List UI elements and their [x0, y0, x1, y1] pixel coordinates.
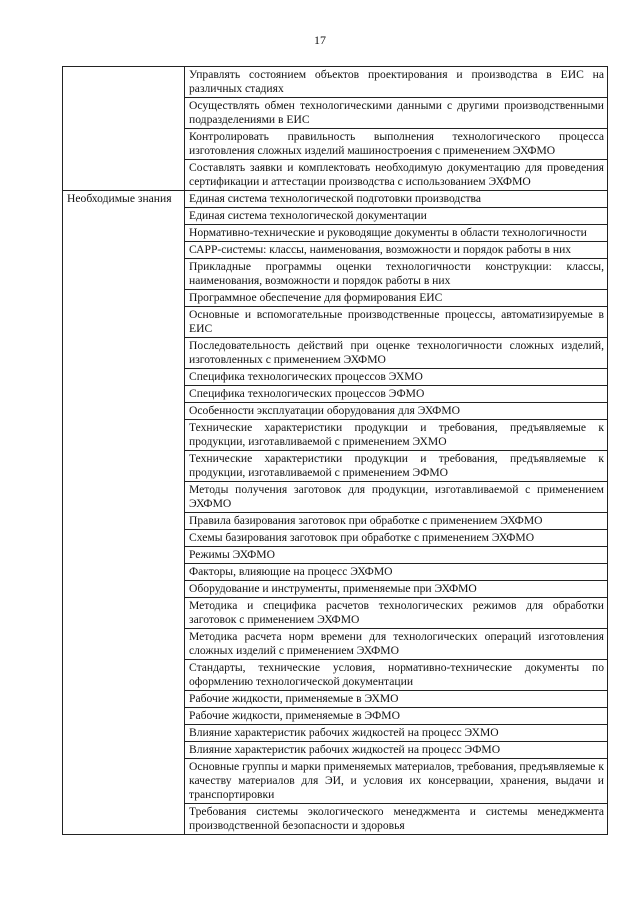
- knowledge-item: Факторы, влияющие на процесс ЭХФМО: [185, 564, 608, 581]
- knowledge-item: Оборудование и инструменты, применяемые при ЭХФМО: [185, 581, 608, 598]
- knowledge-item: Рабочие жидкости, применяемые в ЭХМО: [185, 691, 608, 708]
- table-row: [63, 191, 608, 208]
- knowledge-item: Методы получения заготовок для продукции, изготавливаемой с применением ЭХФМО: [185, 482, 608, 513]
- knowledge-item: Единая система технологической документации: [185, 208, 608, 225]
- knowledge-item: Схемы базирования заготовок при обработке с применением ЭХФМО: [185, 530, 608, 547]
- knowledge-item: Правила базирования заготовок при обработке с применением ЭХФМО: [185, 513, 608, 530]
- knowledge-item: Требования системы экологического менеджмента и системы менеджмента производственной безопасности и здоровья: [185, 804, 608, 835]
- page-number: 17: [314, 33, 326, 47]
- knowledge-item: Специфика технологических процессов ЭХМО: [185, 369, 608, 386]
- knowledge-item: Технические характеристики продукции и требования, предъявляемые к продукции, изготавливаемой с применением ЭФМО: [185, 451, 608, 482]
- skill-item: Контролировать правильность выполнения технологического процесса изготовления сложных изделий машиностроения с применением ЭХФМО: [185, 129, 608, 160]
- knowledge-item: Влияние характеристик рабочих жидкостей на процесс ЭХМО: [185, 725, 608, 742]
- continuation-label-cell: [63, 67, 185, 191]
- knowledge-item: Основные и вспомогательные производственные процессы, автоматизируемые в ЕИС: [185, 307, 608, 338]
- knowledge-item: Рабочие жидкости, применяемые в ЭФМО: [185, 708, 608, 725]
- table-row: [63, 67, 608, 98]
- knowledge-item: Программное обеспечение для формирования ЕИС: [185, 290, 608, 307]
- knowledge-item: Специфика технологических процессов ЭФМО: [185, 386, 608, 403]
- skill-item: Составлять заявки и комплектовать необходимую документацию для проведения сертификации и аттестации производства с использованием ЭХФМО: [185, 160, 608, 191]
- knowledge-item: Стандарты, технические условия, нормативно-технические документы по оформлению технологической документации: [185, 660, 608, 691]
- competency-table: [62, 66, 608, 835]
- knowledge-item: САРР-системы: классы, наименования, возможности и порядок работы в них: [185, 242, 608, 259]
- skill-item: Управлять состоянием объектов проектирования и производства в ЕИС на различных стадиях: [185, 67, 608, 98]
- knowledge-item: Особенности эксплуатации оборудования для ЭХФМО: [185, 403, 608, 420]
- knowledge-item: Единая система технологической подготовки производства: [185, 191, 608, 208]
- knowledge-item: Технические характеристики продукции и требования, предъявляемые к продукции, изготавливаемой с применением ЭХМО: [185, 420, 608, 451]
- knowledge-section-label: Необходимые знания: [63, 191, 185, 835]
- knowledge-item: Прикладные программы оценки технологичности конструкции: классы, наименования, возможности и порядок работы в них: [185, 259, 608, 290]
- knowledge-item: Режимы ЭХФМО: [185, 547, 608, 564]
- knowledge-item: Влияние характеристик рабочих жидкостей на процесс ЭФМО: [185, 742, 608, 759]
- knowledge-item: Последовательность действий при оценке технологичности сложных изделий, изготовленных с применением ЭХФМО: [185, 338, 608, 369]
- knowledge-item: Нормативно-технические и руководящие документы в области технологичности: [185, 225, 608, 242]
- knowledge-item: Методика и специфика расчетов технологических режимов для обработки заготовок с применением ЭХФМО: [185, 598, 608, 629]
- knowledge-item: Методика расчета норм времени для технологических операций изготовления сложных изделий с применением ЭХФМО: [185, 629, 608, 660]
- competency-table-body: [63, 67, 608, 835]
- knowledge-item: Основные группы и марки применяемых материалов, требования, предъявляемые к качеству материалов для ЭИ, и условия их консервации, хранения, выдачи и транспортировки: [185, 759, 608, 804]
- skill-item: Осуществлять обмен технологическими данными с другими производственными подразделениями в ЕИС: [185, 98, 608, 129]
